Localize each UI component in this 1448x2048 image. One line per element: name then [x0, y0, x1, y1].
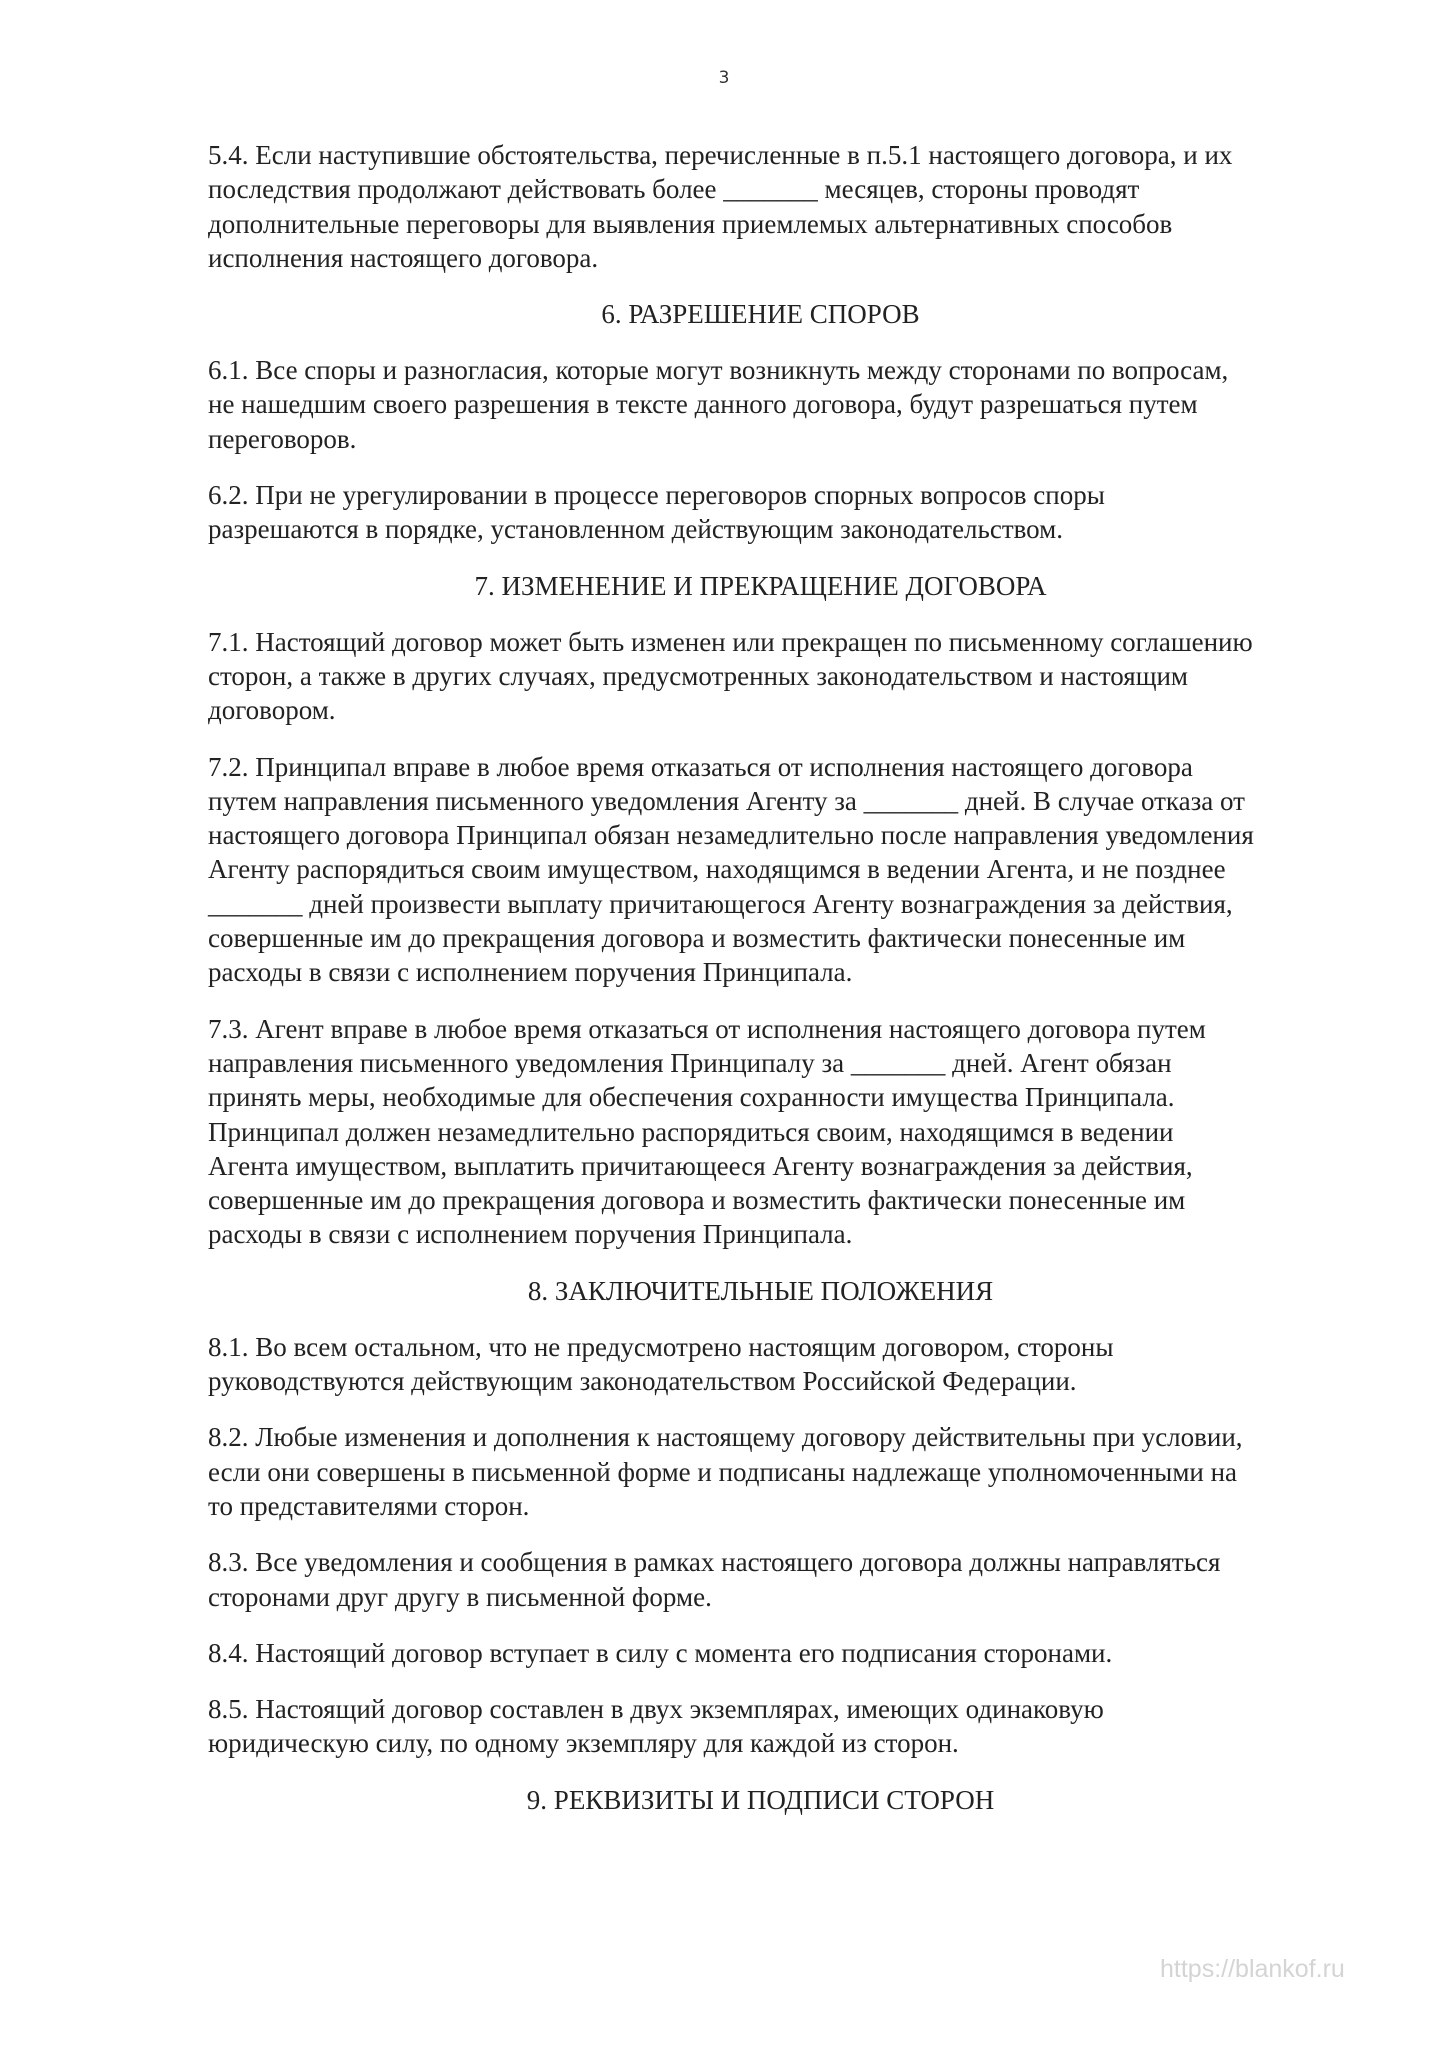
clause-6-1: 6.1. Все споры и разногласия, которые могут возникнуть между сторонами по вопросам, не нашедшим своего разрешения в тексте данного договора, будут разрешаться путем переговоров. — [208, 355, 1229, 454]
clause-8-2: 8.2. Любые изменения и дополнения к настоящему договору действительны при условии, если они совершены в письменной форме и подписаны надлежаще уполномоченными на то представителями сторон. — [208, 1422, 1243, 1521]
clause-8-1: 8.1. Во всем остальном, что не предусмотрено настоящим договором, стороны руководствуются действующим законодательством Российской Федерации. — [208, 1331, 1114, 1397]
clause-8-3: 8.3. Все уведомления и сообщения в рамках настоящего договора должны направляться сторонами друг другу в письменной форме. — [208, 1547, 1221, 1612]
document-body — [208, 138, 1358, 1839]
page-number: 3 — [718, 68, 730, 88]
clause-6-2: 6.2. При не урегулировании в процессе переговоров спорных вопросов споры разрешаются в порядке, установленном действующим законодательством. — [208, 480, 1105, 545]
clause-7-3: 7.3. Агент вправе в любое время отказаться от исполнения настоящего договора путем направления письменного уведомления Принципалу за _______ дней. Агент обязан принять меры, необходимые для обеспечения сохранности имущества Принципала. Принципал должен незамедлительно распорядиться своим, находящимся в ведении Агента имуществом, выплатить причитающееся Агенту вознаграждения за действия, совершенные им до прекращения договора и возместить фактически понесенные им расходы в связи с исполнением поручения Принципала. — [208, 1013, 1206, 1250]
section-9-heading: 9. РЕКВИЗИТЫ И ПОДПИСИ СТОРОН — [526, 1784, 995, 1815]
clause-8-4: 8.4. Настоящий договор вступает в силу с момента его подписания сторонами. — [208, 1637, 1113, 1668]
clause-8-5: 8.5. Настоящий договор составлен в двух экземплярах, имеющих одинаковую юридическую силу, по одному экземпляру для каждой из сторон. — [208, 1694, 1104, 1759]
section-6-heading: 6. РАЗРЕШЕНИЕ СПОРОВ — [601, 299, 920, 330]
section-8-heading: 8. ЗАКЛЮЧИТЕЛЬНЫЕ ПОЛОЖЕНИЯ — [527, 1275, 994, 1306]
clause-5-4: 5.4. Если наступившие обстоятельства, перечисленные в п.5.1 настоящего договора, и их последствия продолжают действовать более _______ месяцев, стороны проводят дополнительные переговоры для выявления приемлемых альтернативных способов исполнения настоящего договора. — [208, 140, 1233, 273]
clause-7-1: 7.1. Настоящий договор может быть изменен или прекращен по письменному соглашению сторон, а также в других случаях, предусмотренных законодательством и настоящим договором. — [208, 626, 1253, 726]
clause-7-2: 7.2. Принципал вправе в любое время отказаться от исполнения настоящего договора путем направления письменного уведомления Агенту за _______ дней. В случае отказа от настоящего договора Принципал обязан незамедлительно после направления уведомления Агенту распорядиться своим имуществом, находящимся в ведении Агента, и не позднее _______ дней произвести выплату причитающегося Агенту вознаграждения за действия, совершенные им до прекращения договора и возместить фактически понесенные им расходы в связи с исполнением поручения Принципала. — [208, 751, 1254, 988]
section-7-heading: 7. ИЗМЕНЕНИЕ И ПРЕКРАЩЕНИЕ ДОГОВОРА — [474, 570, 1047, 601]
watermark-url: https://blankof.ru — [1160, 1955, 1345, 1983]
